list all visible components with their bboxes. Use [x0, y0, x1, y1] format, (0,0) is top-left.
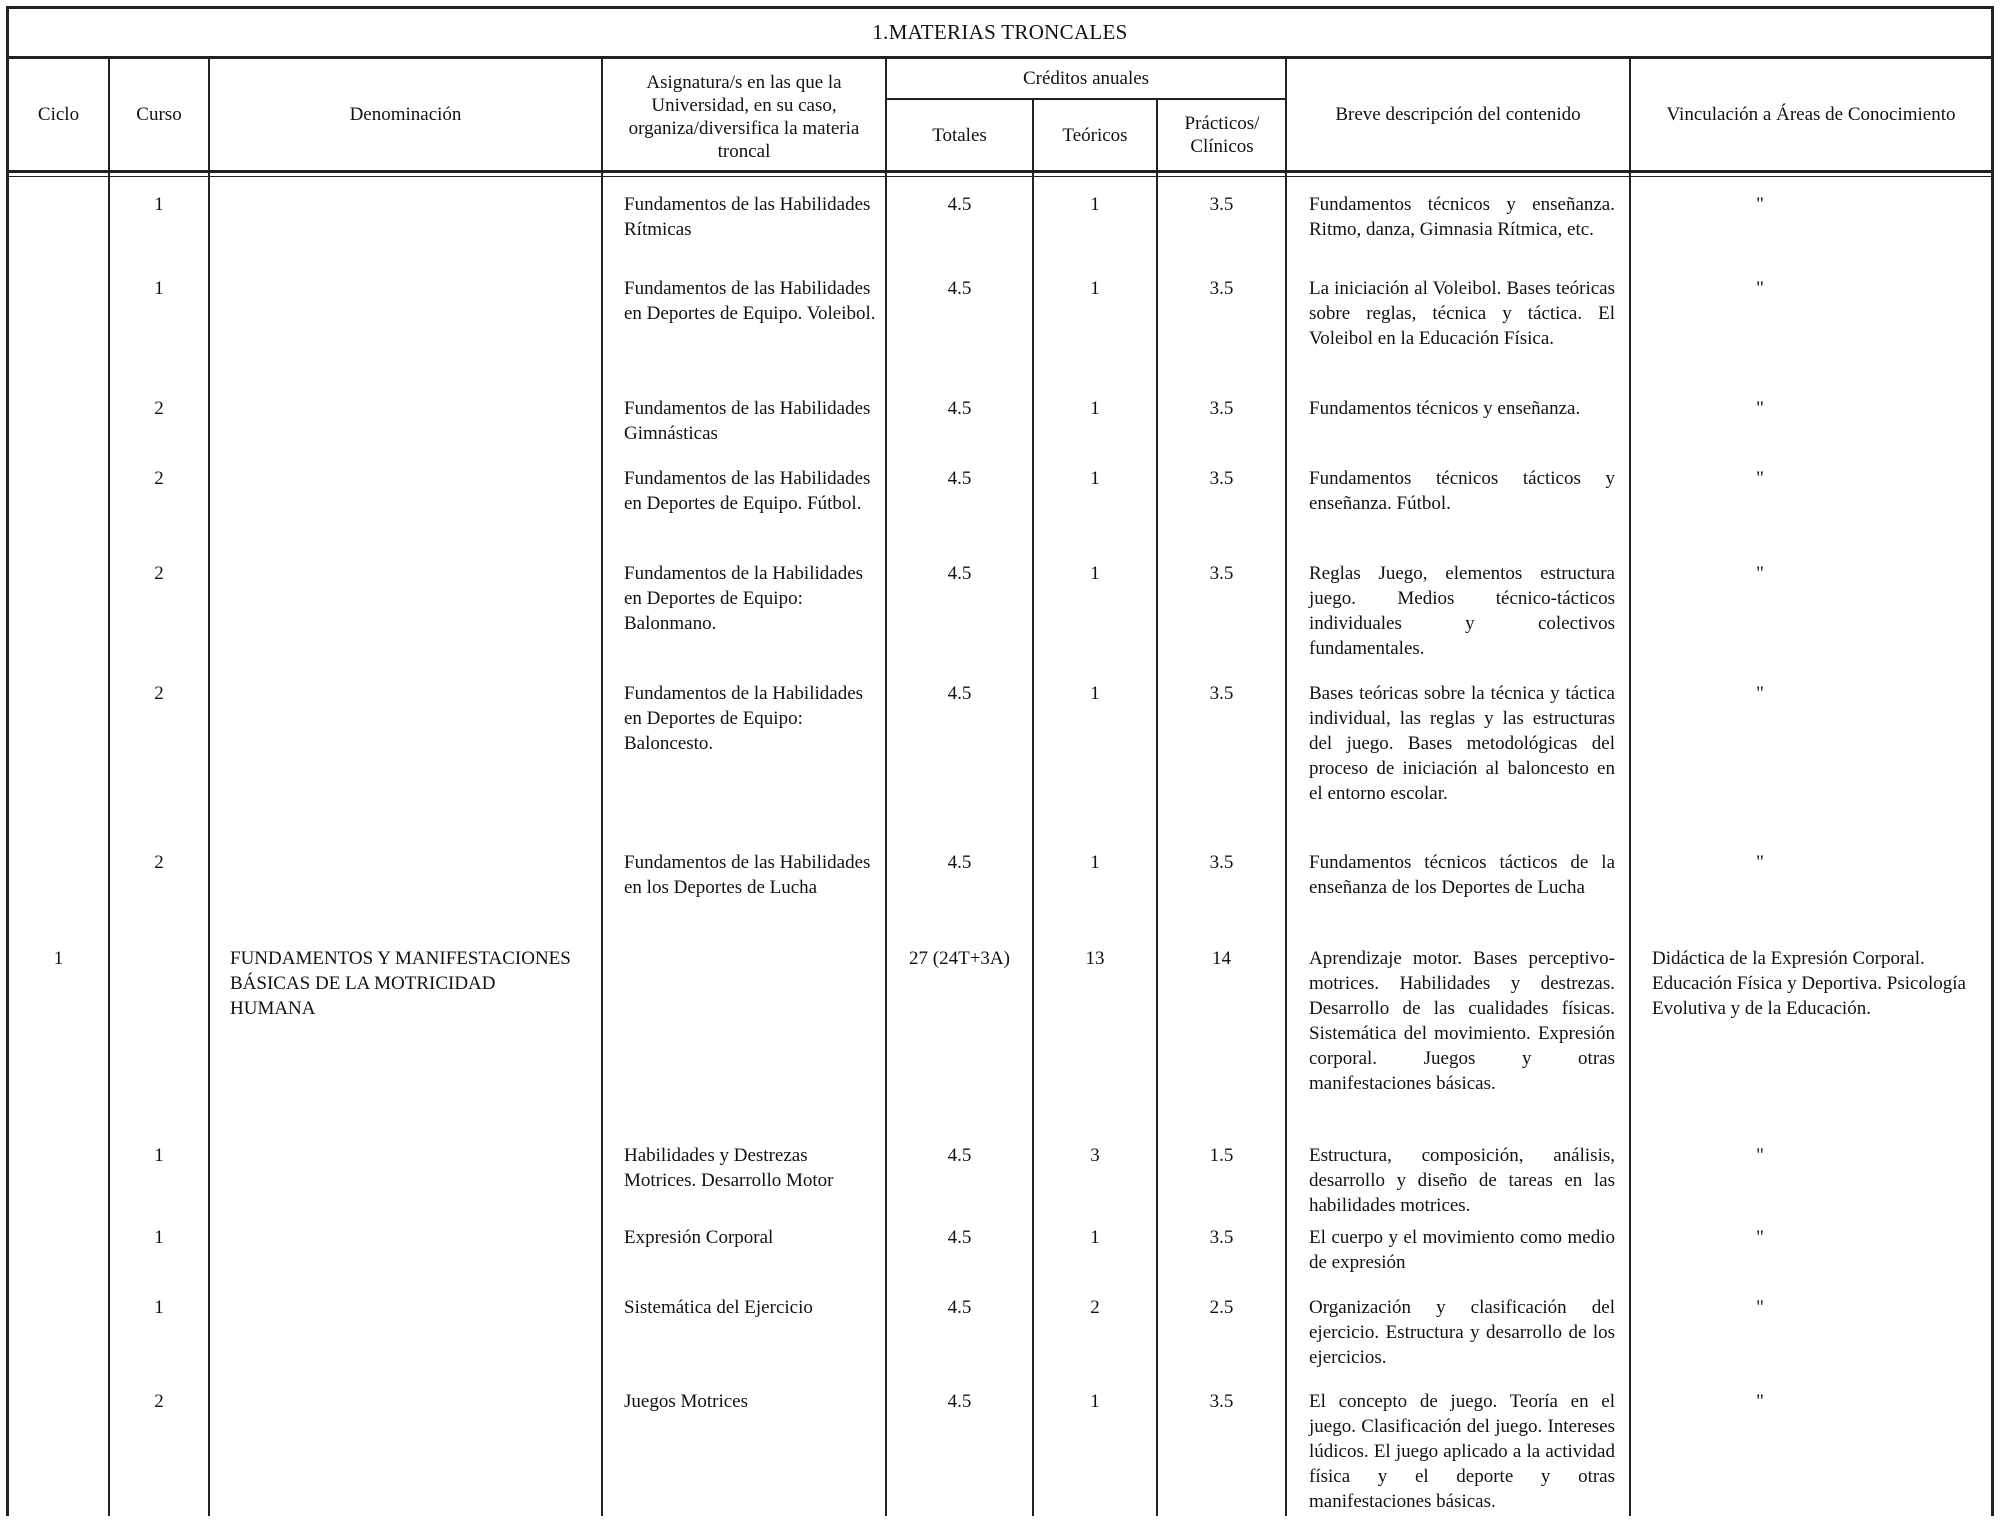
- header-curso: Curso: [136, 104, 182, 125]
- cell-ciclo: 1: [53, 948, 64, 969]
- cell-totales: 4.5: [947, 278, 972, 299]
- cell-curso: 2: [154, 563, 164, 584]
- cell-teoricos: 1: [1090, 563, 1100, 584]
- cell-practicos: 3.5: [1209, 1227, 1234, 1248]
- cell-vinculacion: Didáctica de la Expresión Corporal. Educación Física y Deportiva. Psicología Evolutiva y de la Educación.: [1652, 948, 1966, 1019]
- cell-practicos: 3.5: [1209, 852, 1234, 873]
- header-bottom-rule: [6, 170, 1994, 173]
- cell-practicos: 2.5: [1209, 1297, 1234, 1318]
- cell-totales: 4.5: [947, 1145, 972, 1166]
- cell-asignatura: Habilidades y Destrezas Motrices. Desarrollo Motor: [624, 1145, 834, 1191]
- header-asignatura: Asignatura/s en las que la Universidad, en su caso, organiza/diversifica la materia troncal: [628, 72, 860, 162]
- cell-curso: 1: [154, 1227, 164, 1248]
- document-page: [6, 6, 1994, 1516]
- cell-totales: 4.5: [947, 398, 972, 419]
- header-creditos: Créditos anuales: [1022, 68, 1150, 89]
- cell-curso: 2: [154, 683, 164, 704]
- cell-curso: 2: [154, 468, 164, 489]
- cell-vinculacion: ": [1756, 1297, 1764, 1318]
- cell-curso: 1: [154, 1297, 164, 1318]
- cell-curso: 1: [154, 1145, 164, 1166]
- cell-vinculacion: ": [1756, 1227, 1764, 1248]
- cell-practicos: 3.5: [1209, 1391, 1234, 1412]
- cell-vinculacion: ": [1756, 1145, 1764, 1166]
- cell-asignatura: Fundamentos de las Habilidades en Deportes de Equipo. Voleibol.: [624, 278, 876, 324]
- cell-totales: 4.5: [947, 1391, 972, 1412]
- left-border: [6, 6, 9, 1516]
- cell-denominacion: FUNDAMENTOS Y MANIFESTACIONES BÁSICAS DE LA MOTRICIDAD HUMANA: [230, 948, 571, 1019]
- cell-curso: 1: [154, 194, 164, 215]
- cell-practicos: 3.5: [1209, 563, 1234, 584]
- cell-totales: 4.5: [947, 563, 972, 584]
- cell-teoricos: 1: [1090, 1227, 1100, 1248]
- cell-teoricos: 1: [1090, 194, 1100, 215]
- header-practicos: Prácticos/ Clínicos: [1184, 113, 1260, 157]
- cell-totales: 4.5: [947, 852, 972, 873]
- cell-teoricos: 1: [1090, 278, 1100, 299]
- cell-practicos: 3.5: [1209, 468, 1234, 489]
- cell-teoricos: 1: [1090, 398, 1100, 419]
- cell-descripcion: Bases teóricas sobre la técnica y táctica individual, las reglas y las estructuras del juego. Bases metodológicas del proceso de iniciación al baloncesto en el entorno escolar.: [1309, 683, 1615, 804]
- cell-descripcion: Fundamentos técnicos y enseñanza. Ritmo, danza, Gimnasia Rítmica, etc.: [1309, 194, 1615, 240]
- cell-totales: 4.5: [947, 468, 972, 489]
- col-divider-curso: [208, 58, 210, 1516]
- cell-totales: 4.5: [947, 1227, 972, 1248]
- cell-vinculacion: ": [1756, 468, 1764, 489]
- cell-practicos: 1.5: [1209, 1145, 1234, 1166]
- cell-vinculacion: ": [1756, 852, 1764, 873]
- table-top-border: [6, 6, 1994, 9]
- section-title: 1.MATERIAS TRONCALES: [872, 20, 1128, 44]
- cell-totales: 4.5: [947, 194, 972, 215]
- header-ciclo: Ciclo: [37, 104, 80, 125]
- cell-teoricos: 1: [1090, 1391, 1100, 1412]
- cell-descripcion: La iniciación al Voleibol. Bases teóricas sobre reglas, técnica y táctica. El Voleibol en la Educación Física.: [1309, 278, 1615, 349]
- cell-descripcion: Fundamentos técnicos tácticos de la enseñanza de los Deportes de Lucha: [1309, 852, 1615, 898]
- cell-vinculacion: ": [1756, 683, 1764, 704]
- cell-practicos: 3.5: [1209, 683, 1234, 704]
- header-descripcion: Breve descripción del contenido: [1335, 104, 1581, 125]
- cell-teoricos: 1: [1090, 683, 1100, 704]
- cell-practicos: 3.5: [1209, 278, 1234, 299]
- cell-asignatura: Fundamentos de las Habilidades Rítmicas: [624, 194, 871, 240]
- header-totales: Totales: [932, 124, 987, 146]
- cell-descripcion: Organización y clasificación del ejercicio. Estructura y desarrollo de los ejercicios.: [1309, 1297, 1615, 1368]
- right-border: [1991, 6, 1994, 1516]
- header-denominacion: Denominación: [349, 104, 462, 125]
- cell-asignatura: Expresión Corporal: [624, 1227, 774, 1248]
- cell-totales: 4.5: [947, 1297, 972, 1318]
- col-divider-creditos: [1285, 58, 1287, 1516]
- header-teoricos: Teóricos: [1062, 124, 1128, 146]
- cell-totales: 27 (24T+3A): [909, 948, 1010, 969]
- cell-teoricos: 3: [1090, 1145, 1100, 1166]
- cell-vinculacion: ": [1756, 398, 1764, 419]
- cell-practicos: 3.5: [1209, 398, 1234, 419]
- cell-curso: 2: [154, 1391, 164, 1412]
- cell-asignatura: Sistemática del Ejercicio: [624, 1297, 813, 1318]
- cell-vinculacion: ": [1756, 563, 1764, 584]
- cell-asignatura: Fundamentos de las Habilidades Gimnásticas: [624, 398, 871, 444]
- cell-curso: 1: [154, 278, 164, 299]
- cell-asignatura: Fundamentos de la Habilidades en Deportes de Equipo: Balonmano.: [624, 563, 864, 634]
- header-vinculacion: Vinculación a Áreas de Conocimiento: [1666, 104, 1956, 125]
- cell-vinculacion: ": [1756, 1391, 1764, 1412]
- cell-curso: 2: [154, 398, 164, 419]
- cell-totales: 4.5: [947, 683, 972, 704]
- cell-descripcion: Fundamentos técnicos tácticos y enseñanza. Fútbol.: [1309, 468, 1615, 514]
- cell-practicos: 14: [1212, 948, 1231, 969]
- cell-descripcion: El concepto de juego. Teoría en el juego. Clasificación del juego. Intereses lúdicos. El juego aplicado a la actividad física y el deporte y otras manifestaciones básicas.: [1309, 1391, 1615, 1512]
- header-bottom-rule-2: [6, 176, 1994, 177]
- cell-asignatura: Fundamentos de las Habilidades en los Deportes de Lucha: [624, 852, 871, 898]
- cell-practicos: 3.5: [1209, 194, 1234, 215]
- cell-asignatura: Juegos Motrices: [624, 1391, 749, 1412]
- cell-asignatura: Fundamentos de la Habilidades en Deportes de Equipo: Baloncesto.: [624, 683, 864, 754]
- cell-descripcion: Estructura, composición, análisis, desarrollo y diseño de tareas en las habilidades motrices.: [1309, 1145, 1615, 1216]
- cell-vinculacion: ": [1756, 194, 1764, 215]
- cell-descripcion: Reglas Juego, elementos estructura juego. Medios técnico-tácticos individuales y colectivos fundamentales.: [1309, 563, 1615, 659]
- cell-descripcion: Fundamentos técnicos y enseñanza.: [1309, 398, 1581, 419]
- cell-descripcion: El cuerpo y el movimiento como medio de expresión: [1309, 1227, 1615, 1273]
- cell-teoricos: 1: [1090, 468, 1100, 489]
- cell-descripcion: Aprendizaje motor. Bases perceptivo-motrices. Habilidades y destrezas. Desarrollo de las cualidades físicas. Sistemática del movimiento. Expresión corporal. Juegos y otras manifestaciones básicas.: [1309, 948, 1615, 1094]
- cell-vinculacion: ": [1756, 278, 1764, 299]
- cell-curso: 2: [154, 852, 164, 873]
- cell-teoricos: 1: [1090, 852, 1100, 873]
- cell-asignatura: Fundamentos de las Habilidades en Deportes de Equipo. Fútbol.: [624, 468, 871, 514]
- cell-teoricos: 2: [1090, 1297, 1100, 1318]
- cell-teoricos: 13: [1085, 948, 1105, 969]
- col-divider-denominacion: [601, 58, 603, 1516]
